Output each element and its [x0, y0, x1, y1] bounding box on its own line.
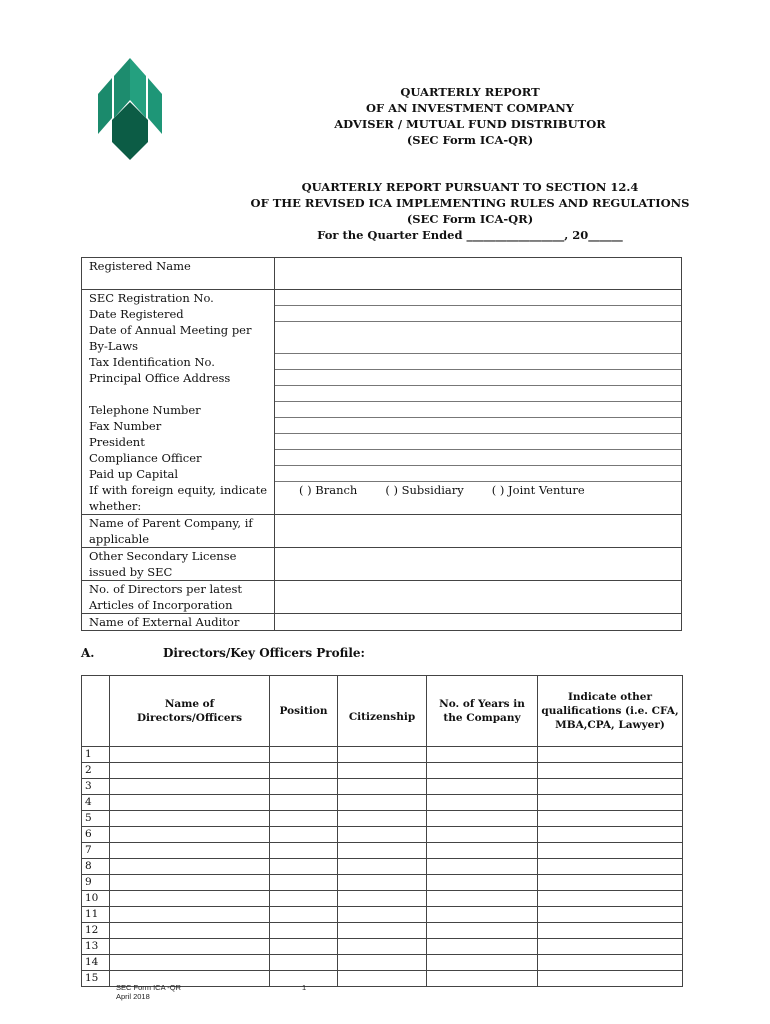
- field-president[interactable]: [275, 434, 682, 450]
- cell-citizenship[interactable]: [338, 747, 427, 763]
- cell-name[interactable]: [110, 875, 270, 891]
- section-a-letter: A.: [81, 646, 95, 660]
- header-citizenship: Citizenship: [338, 676, 427, 747]
- field-foreign-equity: [275, 482, 682, 515]
- label-secondary-license: Other Secondary License issued by SEC: [82, 548, 275, 581]
- field-fax[interactable]: [275, 418, 682, 434]
- cell-qualifications[interactable]: [538, 907, 683, 923]
- row-number: 9: [82, 875, 110, 891]
- label-fax: Fax Number: [82, 418, 275, 434]
- cell-qualifications[interactable]: [538, 747, 683, 763]
- row-number: 1: [82, 747, 110, 763]
- cell-qualifications[interactable]: [538, 891, 683, 907]
- label-external-auditor: Name of External Auditor: [82, 614, 275, 631]
- cell-years[interactable]: [427, 923, 538, 939]
- subtitle-line-1: QUARTERLY REPORT PURSUANT TO SECTION 12.4: [301, 180, 639, 194]
- cell-name[interactable]: [110, 907, 270, 923]
- cell-name[interactable]: [110, 827, 270, 843]
- cell-citizenship[interactable]: [338, 939, 427, 955]
- section-a-title: Directors/Key Officers Profile:: [163, 646, 365, 660]
- cell-qualifications[interactable]: [538, 955, 683, 971]
- cell-name[interactable]: [110, 843, 270, 859]
- field-external-auditor[interactable]: [275, 614, 682, 631]
- cell-name[interactable]: [110, 763, 270, 779]
- row-number: 6: [82, 827, 110, 843]
- cell-years[interactable]: [427, 875, 538, 891]
- cell-citizenship[interactable]: [338, 795, 427, 811]
- cell-position[interactable]: [270, 859, 338, 875]
- cell-name[interactable]: [110, 923, 270, 939]
- cell-years[interactable]: [427, 907, 538, 923]
- cell-years[interactable]: [427, 795, 538, 811]
- label-foreign-equity: If with foreign equity, indicate whether:: [82, 482, 275, 515]
- header-number: [82, 676, 110, 747]
- table-row: [82, 779, 683, 795]
- report-title: [200, 84, 740, 148]
- table-row: [82, 763, 683, 779]
- label-principal-office: Principal Office Address: [82, 370, 275, 402]
- field-principal-office[interactable]: [275, 370, 682, 402]
- cell-qualifications[interactable]: [538, 923, 683, 939]
- title-line-2: OF AN INVESTMENT COMPANY: [366, 101, 574, 115]
- row-number: 8: [82, 859, 110, 875]
- cell-years[interactable]: [427, 763, 538, 779]
- table-row: [82, 891, 683, 907]
- row-number: 3: [82, 779, 110, 795]
- cell-years[interactable]: [427, 939, 538, 955]
- title-line-1: QUARTERLY REPORT: [400, 85, 540, 99]
- cell-name[interactable]: [110, 795, 270, 811]
- header-years: No. of Years in the Company: [427, 676, 538, 747]
- field-telephone[interactable]: [275, 402, 682, 418]
- cell-qualifications[interactable]: [538, 939, 683, 955]
- cell-position[interactable]: [270, 747, 338, 763]
- row-number: 10: [82, 891, 110, 907]
- directors-table-body: [82, 747, 683, 987]
- cell-position[interactable]: [270, 827, 338, 843]
- footer: [116, 983, 181, 1001]
- table-row: [82, 907, 683, 923]
- field-parent-company[interactable]: [275, 515, 682, 548]
- cell-name[interactable]: [110, 955, 270, 971]
- cell-citizenship[interactable]: [338, 779, 427, 795]
- cell-citizenship[interactable]: [338, 763, 427, 779]
- cell-qualifications[interactable]: [538, 779, 683, 795]
- label-parent-company: Name of Parent Company, if applicable: [82, 515, 275, 548]
- cell-years[interactable]: [427, 811, 538, 827]
- row-number: 12: [82, 923, 110, 939]
- title-line-4: (SEC Form ICA-QR): [406, 133, 534, 147]
- row-number: 14: [82, 955, 110, 971]
- cell-position[interactable]: [270, 955, 338, 971]
- cell-position[interactable]: [270, 923, 338, 939]
- cell-years[interactable]: [427, 843, 538, 859]
- cell-citizenship[interactable]: [338, 923, 427, 939]
- label-registered-name: Registered Name: [82, 258, 275, 290]
- cell-citizenship[interactable]: [338, 891, 427, 907]
- label-annual-meeting: Date of Annual Meeting per By-Laws: [82, 322, 275, 354]
- cell-name[interactable]: [110, 939, 270, 955]
- row-number: 13: [82, 939, 110, 955]
- cell-name[interactable]: [110, 811, 270, 827]
- option-branch[interactable]: ( ) Branch: [299, 483, 358, 497]
- page-number: 1: [302, 983, 307, 992]
- option-joint-venture[interactable]: ( ) Joint Venture: [491, 483, 585, 497]
- cell-name[interactable]: [110, 747, 270, 763]
- row-number: 15: [82, 971, 110, 987]
- label-compliance-officer: Compliance Officer: [82, 450, 275, 466]
- cell-position[interactable]: [270, 763, 338, 779]
- field-secondary-license[interactable]: [275, 548, 682, 581]
- cell-qualifications[interactable]: [538, 859, 683, 875]
- table-row: [82, 939, 683, 955]
- cell-years[interactable]: [427, 955, 538, 971]
- cell-position[interactable]: [270, 779, 338, 795]
- subtitle-line-2: OF THE REVISED ICA IMPLEMENTING RULES AND REGULATIONS: [250, 196, 690, 210]
- label-date-registered: Date Registered: [82, 306, 275, 322]
- cell-position[interactable]: [270, 811, 338, 827]
- cell-qualifications[interactable]: [538, 971, 683, 987]
- report-subtitle: [200, 179, 740, 243]
- cell-position[interactable]: [270, 891, 338, 907]
- subtitle-line-3: (SEC Form ICA-QR): [406, 212, 534, 226]
- label-paid-up-capital: Paid up Capital: [82, 466, 275, 482]
- label-sec-registration: SEC Registration No.: [82, 290, 275, 307]
- table-row: [82, 811, 683, 827]
- option-subsidiary[interactable]: ( ) Subsidiary: [385, 483, 464, 497]
- cell-citizenship[interactable]: [338, 955, 427, 971]
- table-row: [82, 859, 683, 875]
- label-tin: Tax Identification No.: [82, 354, 275, 370]
- row-number: 7: [82, 843, 110, 859]
- header-qualifications: Indicate other qualifications (i.e. CFA, MBA,CPA, Lawyer): [538, 676, 683, 747]
- field-registered-name[interactable]: [275, 258, 682, 290]
- cell-citizenship[interactable]: [338, 971, 427, 987]
- cell-years[interactable]: [427, 827, 538, 843]
- header-position: Position: [270, 676, 338, 747]
- cell-qualifications[interactable]: [538, 795, 683, 811]
- cell-citizenship[interactable]: [338, 907, 427, 923]
- cell-position[interactable]: [270, 795, 338, 811]
- directors-table: [81, 675, 683, 987]
- field-sec-registration[interactable]: [275, 290, 682, 307]
- label-directors-count: No. of Directors per latest Articles of Incorporation: [82, 581, 275, 614]
- field-date-registered[interactable]: [275, 306, 682, 322]
- field-directors-count[interactable]: [275, 581, 682, 614]
- footer-form: SEC Form ICA -QR: [116, 983, 182, 992]
- row-number: 11: [82, 907, 110, 923]
- cell-qualifications[interactable]: [538, 763, 683, 779]
- cell-citizenship[interactable]: [338, 859, 427, 875]
- sec-logo: [94, 58, 166, 160]
- cell-citizenship[interactable]: [338, 827, 427, 843]
- field-tin[interactable]: [275, 354, 682, 370]
- row-number: 2: [82, 763, 110, 779]
- table-row: [82, 795, 683, 811]
- table-row: [82, 843, 683, 859]
- label-president: President: [82, 434, 275, 450]
- cell-qualifications[interactable]: [538, 875, 683, 891]
- field-compliance-officer[interactable]: [275, 450, 682, 466]
- cell-qualifications[interactable]: [538, 827, 683, 843]
- field-annual-meeting[interactable]: [275, 322, 682, 354]
- company-info-table: [81, 257, 682, 631]
- cell-years[interactable]: [427, 747, 538, 763]
- cell-name[interactable]: [110, 779, 270, 795]
- field-paid-up-capital[interactable]: [275, 466, 682, 482]
- quarter-ended-line: For the Quarter Ended _________________, 20______: [317, 228, 623, 242]
- cell-qualifications[interactable]: [538, 811, 683, 827]
- cell-years[interactable]: [427, 859, 538, 875]
- cell-position[interactable]: [270, 939, 338, 955]
- table-row: [82, 955, 683, 971]
- header-name: Name of Directors/Officers: [110, 676, 270, 747]
- row-number: 5: [82, 811, 110, 827]
- cell-position[interactable]: [270, 843, 338, 859]
- table-row: [82, 923, 683, 939]
- label-telephone: Telephone Number: [82, 402, 275, 418]
- cell-years[interactable]: [427, 779, 538, 795]
- cell-citizenship[interactable]: [338, 843, 427, 859]
- cell-citizenship[interactable]: [338, 875, 427, 891]
- cell-qualifications[interactable]: [538, 843, 683, 859]
- cell-name[interactable]: [110, 859, 270, 875]
- cell-years[interactable]: [427, 891, 538, 907]
- cell-years[interactable]: [427, 971, 538, 987]
- cell-position[interactable]: [270, 875, 338, 891]
- table-row: [82, 875, 683, 891]
- table-row: [82, 747, 683, 763]
- cell-name[interactable]: [110, 891, 270, 907]
- title-line-3: ADVISER / MUTUAL FUND DISTRIBUTOR: [334, 117, 606, 131]
- footer-date: April 2018: [116, 992, 150, 1001]
- row-number: 4: [82, 795, 110, 811]
- cell-citizenship[interactable]: [338, 811, 427, 827]
- cell-position[interactable]: [270, 907, 338, 923]
- table-row: [82, 827, 683, 843]
